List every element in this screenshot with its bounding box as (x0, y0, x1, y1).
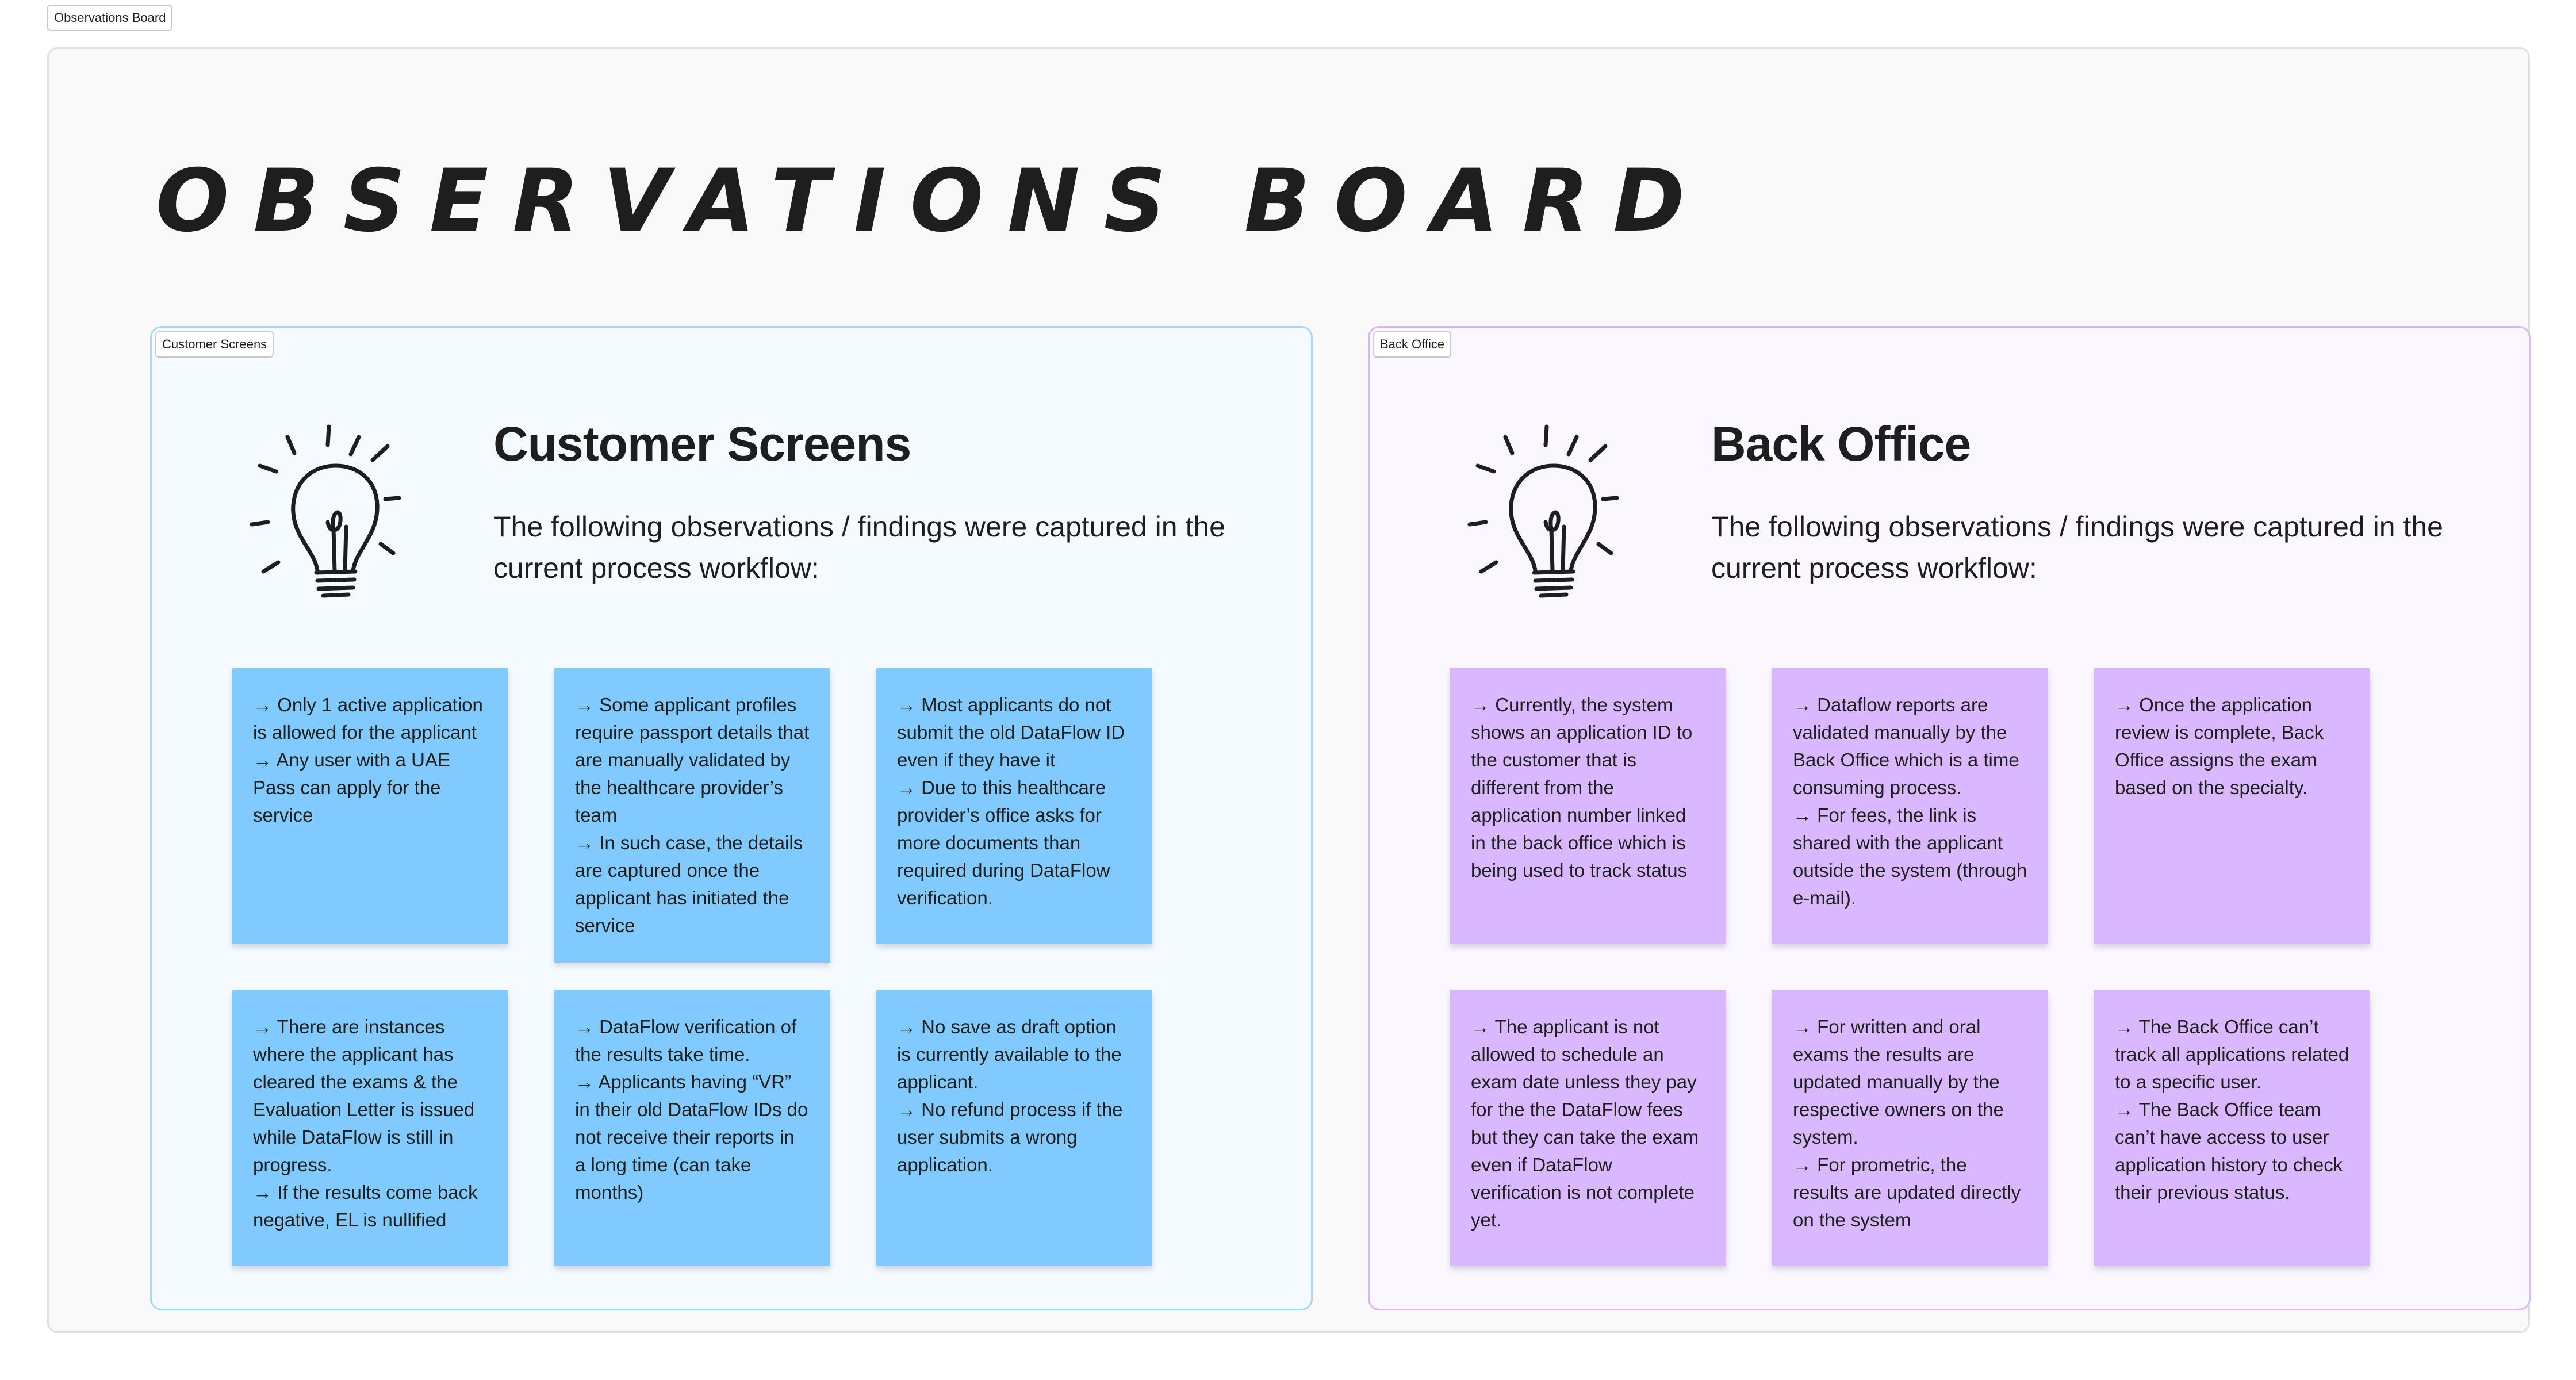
section-description: The following observations / findings were captured in the current process workflow: (1711, 511, 2443, 584)
note-line: → Currently, the system shows an application ID to the customer that is different from the application number linked in the back office which is being used to track status (1471, 694, 1693, 881)
sticky-note[interactable] (232, 668, 508, 944)
section-back-office[interactable] (1368, 326, 2531, 1310)
note-line: → Once the application review is complete, Back Office assigns the exam based on the specialty. (2115, 694, 2324, 798)
section-heading: Back Office (1711, 417, 1971, 471)
section-frame-label[interactable]: Back Office (1373, 331, 1451, 358)
note-line: → In such case, the details are captured once the applicant has initiated the service (575, 832, 803, 936)
note-line: → No save as draft option is currently available to the applicant. (897, 1016, 1122, 1092)
note-line: → No refund process if the user submits a wrong application. (897, 1099, 1123, 1175)
board-title: OBSERVATIONS BOARD (156, 151, 1709, 251)
note-line: → Some applicant profiles require passport details that are manually validated by the healthcare provider’s team (575, 694, 810, 826)
lightbulb-icon (250, 420, 422, 604)
note-line: → For written and oral exams the results are updated manually by the respective owners on the system. (1793, 1016, 2004, 1148)
note-line: → Applicants having “VR” in their old DataFlow IDs do not receive their reports in a long time (can take months) (575, 1071, 808, 1203)
note-line: → There are instances where the applicant has cleared the exams & the Evaluation Letter is issued while DataFlow is still in progress. (253, 1016, 475, 1175)
section-heading: Customer Screens (493, 417, 911, 471)
note-line: → For prometric, the results are updated directly on the system (1793, 1154, 2021, 1230)
sticky-note[interactable] (2094, 990, 2370, 1266)
note-line: → The Back Office can’t track all applications related to a specific user. (2115, 1016, 2349, 1092)
sticky-note[interactable] (1772, 990, 2048, 1266)
section-frame-label[interactable]: Customer Screens (155, 331, 274, 358)
note-line: → If the results come back negative, EL is nullified (253, 1182, 478, 1230)
note-line: → Only 1 active application is allowed for the applicant (253, 694, 483, 743)
sticky-note[interactable] (554, 990, 830, 1266)
sticky-note[interactable] (232, 990, 508, 1266)
section-description: The following observations / findings were captured in the current process workflow: (493, 511, 1225, 584)
observations-board-frame[interactable] (47, 47, 2530, 1333)
sticky-note[interactable] (554, 668, 830, 963)
note-line: → Most applicants do not submit the old DataFlow ID even if they have it (897, 694, 1125, 770)
lightbulb-icon (1467, 420, 1640, 604)
sticky-note[interactable] (1450, 990, 1726, 1266)
board-frame-label[interactable]: Observations Board (47, 5, 172, 31)
note-line: → DataFlow verification of the results take time. (575, 1016, 797, 1065)
note-line: → Due to this healthcare provider’s office asks for more documents than required during DataFlow verification. (897, 777, 1110, 908)
note-line: → Dataflow reports are validated manually by the Back Office which is a time consuming process. (1793, 694, 2019, 798)
note-line: → The Back Office team can’t have access to user application history to check their previous status. (2115, 1099, 2343, 1203)
sticky-note[interactable] (1772, 668, 2048, 944)
section-customer-screens[interactable] (150, 326, 1313, 1310)
sticky-note[interactable] (1450, 668, 1726, 944)
sticky-note[interactable] (876, 668, 1152, 944)
sticky-note[interactable] (2094, 668, 2370, 944)
note-line: → For fees, the link is shared with the applicant outside the system (through e-mail). (1793, 804, 2027, 908)
note-line: → The applicant is not allowed to schedule an exam date unless they pay for the the DataFlow fees but they can take the exam even if DataFlow verification is not complete yet. (1471, 1016, 1699, 1230)
sticky-note[interactable] (876, 990, 1152, 1266)
note-line: → Any user with a UAE Pass can apply for the service (253, 749, 450, 826)
